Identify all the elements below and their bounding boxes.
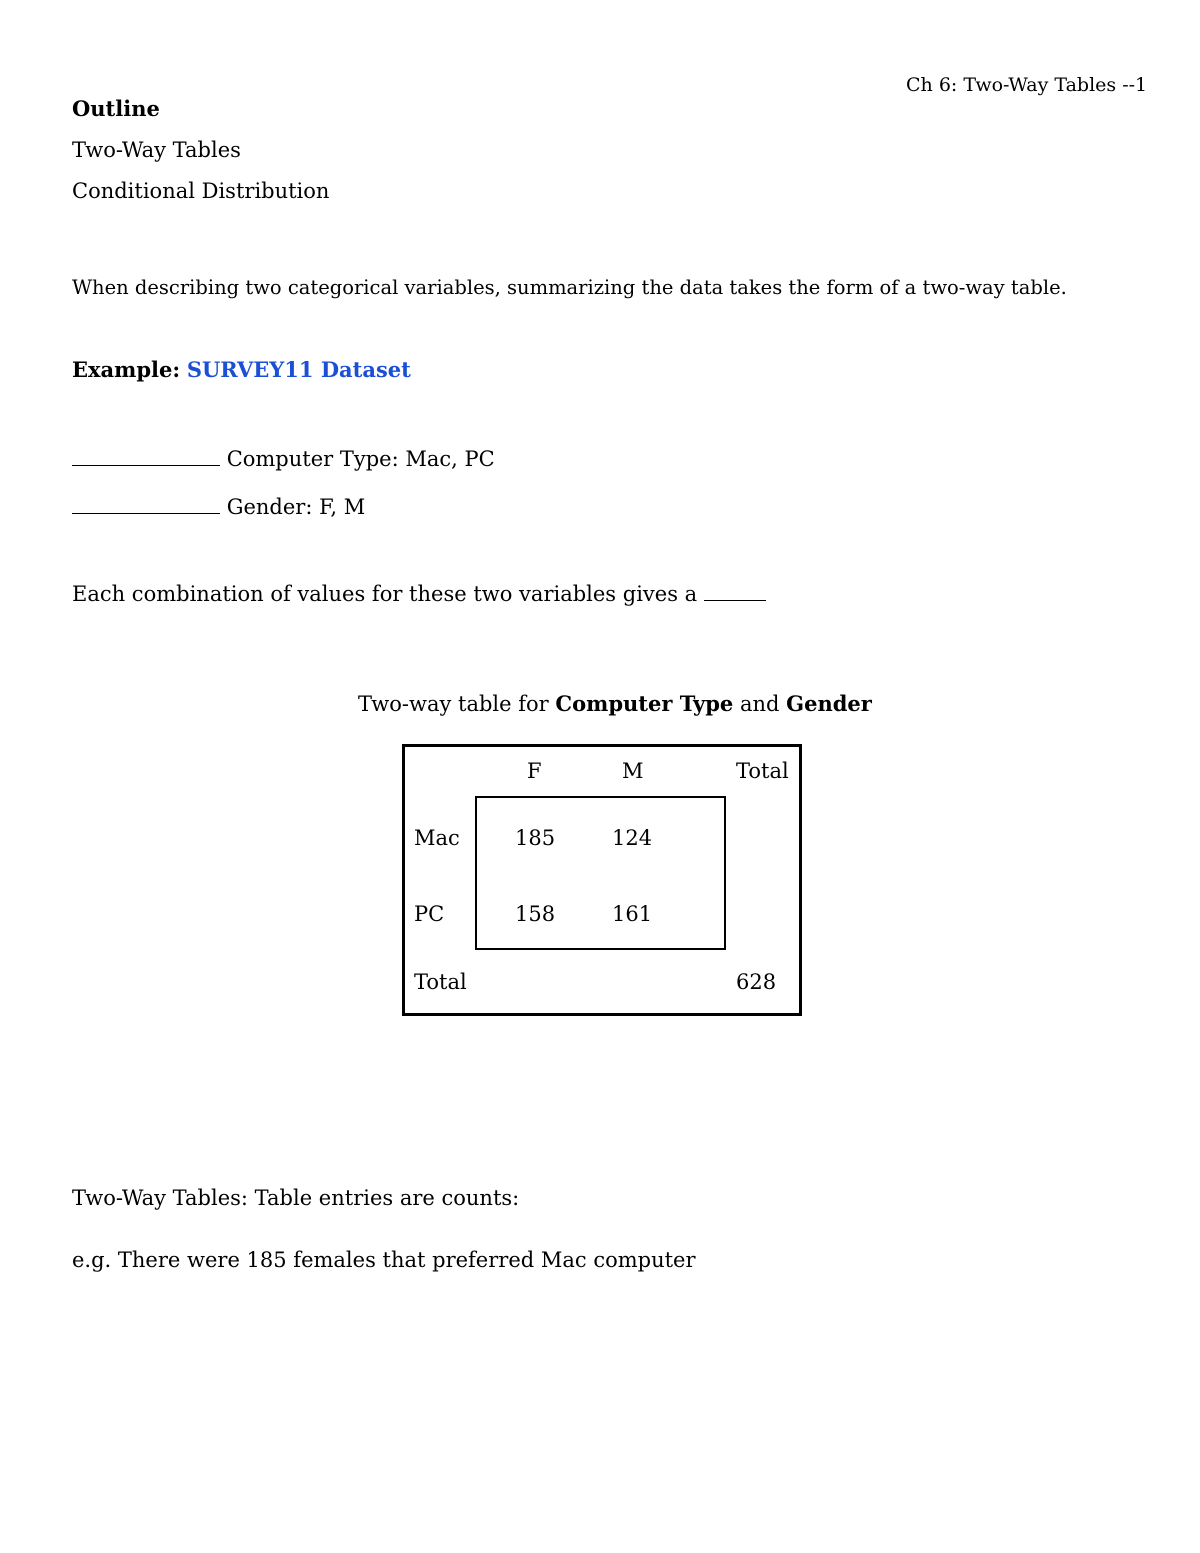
- example-label: Example:: [72, 357, 181, 382]
- cell-mac-m: 124: [612, 826, 653, 850]
- outline-item-two-way-tables: Two-Way Tables: [72, 138, 241, 162]
- outline-heading: Outline: [72, 96, 160, 121]
- column-header-m: M: [622, 759, 644, 783]
- row-label-total: Total: [414, 970, 467, 994]
- caption-var1: Computer Type: [555, 691, 734, 716]
- cell-mac-f: 185: [515, 826, 556, 850]
- fill-in-blank: [72, 495, 220, 514]
- outline-item-conditional-distribution: Conditional Distribution: [72, 179, 330, 203]
- combination-sentence: [72, 581, 766, 607]
- running-header: Ch 6: Two-Way Tables --1: [906, 74, 1148, 96]
- caption-prefix: Two-way table for: [358, 692, 549, 716]
- variable-line-gender: [72, 494, 365, 520]
- column-header-total: Total: [736, 759, 789, 783]
- cell-pc-f: 158: [515, 902, 556, 926]
- table-caption: [358, 691, 872, 717]
- combination-text: Each combination of values for these two variables gives a: [72, 582, 698, 606]
- variable-line-computer-type: [72, 446, 495, 472]
- cell-grand-total: 628: [736, 970, 777, 994]
- caption-and: and: [739, 692, 780, 716]
- intro-paragraph: When describing two categorical variables, summarizing the data takes the form of a two-way table.: [72, 276, 1067, 299]
- fill-in-blank: [72, 447, 220, 466]
- caption-var2: Gender: [786, 691, 872, 716]
- row-label-pc: PC: [414, 902, 445, 926]
- variable-description: Computer Type: Mac, PC: [226, 447, 495, 471]
- example-statement: e.g. There were 185 females that preferred Mac computer: [72, 1248, 696, 1272]
- two-way-table-inner-border: [475, 796, 726, 950]
- row-label-mac: Mac: [414, 826, 460, 850]
- dataset-link[interactable]: SURVEY11 Dataset: [186, 357, 411, 382]
- cell-pc-m: 161: [612, 902, 653, 926]
- counts-statement: Two-Way Tables: Table entries are counts:: [72, 1186, 520, 1210]
- fill-in-blank: [704, 582, 766, 601]
- variable-description: Gender: F, M: [226, 495, 366, 519]
- column-header-f: F: [527, 759, 542, 783]
- example-line: [72, 357, 411, 383]
